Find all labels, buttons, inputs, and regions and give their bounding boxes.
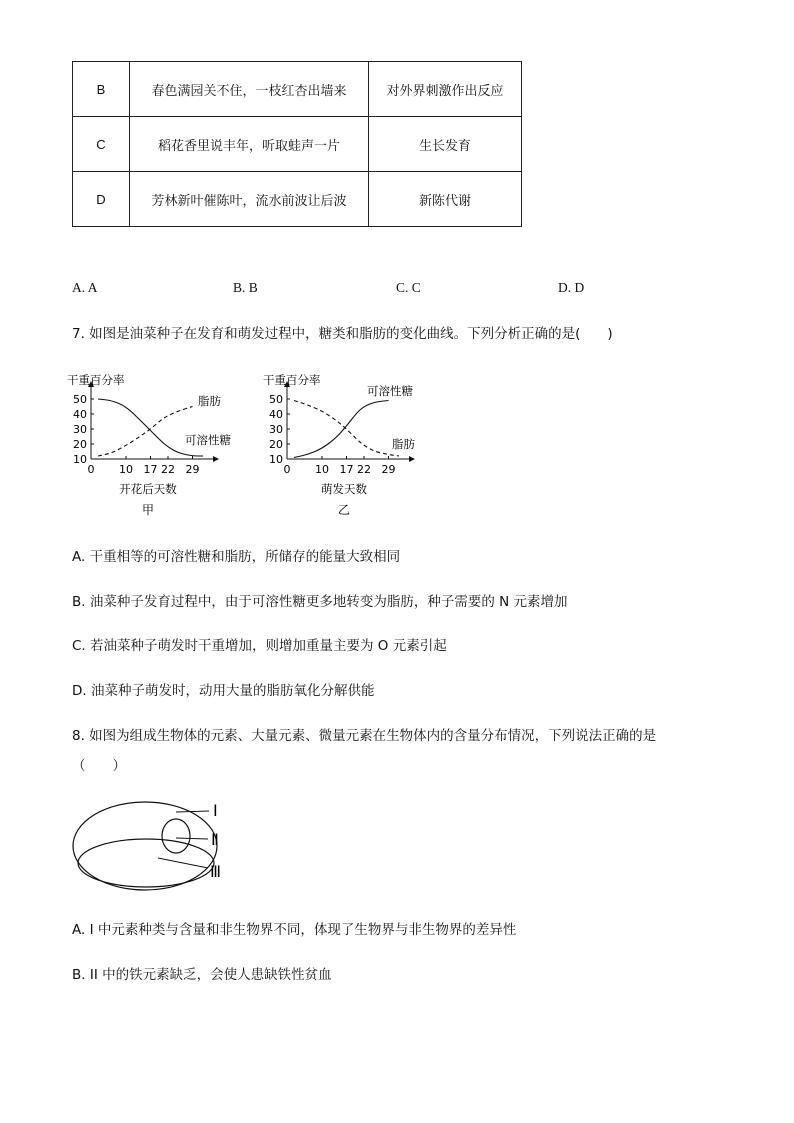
y-tick-label: 50 [269, 393, 283, 406]
q8-stem-line2: （ ） [72, 758, 126, 774]
series-label: 可溶性糖 [367, 384, 413, 398]
q6-option-a: A. A [72, 280, 98, 295]
y-axis-label: 干重百分率 [67, 373, 125, 387]
ellipse-ii [162, 819, 190, 853]
q6-table [72, 61, 522, 227]
series-fat-line [98, 407, 193, 457]
label-i: Ⅰ [213, 803, 218, 820]
panel-title: 乙 [337, 503, 351, 517]
x-axis-label: 萌发天数 [321, 482, 367, 496]
row-trait: 生长发育 [369, 117, 522, 172]
series-label: 脂肪 [198, 394, 221, 408]
x-tick-label: 0 [283, 463, 291, 476]
x-tick-label: 10 [315, 463, 329, 476]
q7-option-b: B. 油菜种子发育过程中，由于可溶性糖更多地转变为脂肪，种子需要的 N 元素增加 [72, 594, 568, 610]
chart-yi [263, 373, 415, 517]
q6-option-b: B. B [233, 280, 258, 295]
y-tick-label: 30 [269, 423, 283, 436]
y-tick-label: 40 [73, 408, 87, 421]
q7-figure [60, 362, 460, 522]
series-sugar-line [294, 401, 389, 458]
x-tick-label: 10 [119, 463, 133, 476]
row-letter: C [73, 117, 130, 172]
series-label: 脂肪 [392, 437, 415, 451]
table-row [73, 172, 522, 227]
q8-stem-line1: 8. 如图为组成生物体的元素、大量元素、微量元素在生物体内的含量分布情况，下列说法正确的是 [72, 728, 657, 744]
ellipse-iii [78, 839, 214, 887]
x-tick-label: 22 [357, 463, 371, 476]
q6-option-d: D. D [558, 280, 585, 295]
leader-i [176, 811, 209, 812]
row-trait: 对外界刺激作出反应 [369, 62, 522, 117]
table-row [73, 62, 522, 117]
q7-option-c: C. 若油菜种子萌发时干重增加，则增加重量主要为 O 元素引起 [72, 638, 447, 654]
x-tick-label: 0 [87, 463, 95, 476]
y-tick-label: 20 [269, 438, 283, 451]
panel-title: 甲 [141, 503, 155, 517]
table-row [73, 117, 522, 172]
q6-option-c: C. C [396, 280, 421, 295]
x-tick-label: 17 [339, 463, 354, 476]
row-letter: B [73, 62, 130, 117]
x-axis-label: 开花后天数 [119, 482, 177, 496]
row-letter: D [73, 172, 130, 227]
row-poem: 芳林新叶催陈叶，流水前波让后波 [130, 172, 369, 227]
q8-venn-diagram [68, 795, 248, 895]
y-tick-label: 10 [269, 453, 283, 466]
row-poem: 稻花香里说丰年，听取蛙声一片 [130, 117, 369, 172]
x-tick-label: 22 [161, 463, 175, 476]
row-trait: 新陈代谢 [369, 172, 522, 227]
x-tick-label: 29 [185, 463, 200, 476]
q7-stem: 7. 如图是油菜种子在发育和萌发过程中，糖类和脂肪的变化曲线。下列分析正确的是( ) [72, 326, 613, 342]
leader-ii [176, 838, 208, 839]
chart-jia [67, 373, 231, 517]
x-tick-label: 17 [143, 463, 158, 476]
x-tick-label: 29 [381, 463, 396, 476]
label-ii: Ⅱ [211, 832, 219, 849]
y-tick-label: 50 [73, 393, 87, 406]
leader-iii [158, 858, 208, 868]
q7-option-a: A. 干重相等的可溶性糖和脂肪，所储存的能量大致相同 [72, 549, 401, 565]
q8-option-a: A. I 中元素种类与含量和非生物界不同，体现了生物界与非生物界的差异性 [72, 922, 517, 938]
y-axis-label: 干重百分率 [263, 373, 321, 387]
series-label: 可溶性糖 [185, 433, 231, 447]
row-poem: 春色满园关不住，一枝红杏出墙来 [130, 62, 369, 117]
label-iii: Ⅲ [210, 864, 222, 881]
y-tick-label: 40 [269, 408, 283, 421]
series-sugar-line [98, 399, 203, 456]
y-tick-label: 30 [73, 423, 87, 436]
series-fat-line [294, 401, 399, 457]
q8-option-b: B. II 中的铁元素缺乏，会使人患缺铁性贫血 [72, 967, 332, 983]
y-tick-label: 10 [73, 453, 87, 466]
q7-option-d: D. 油菜种子萌发时，动用大量的脂肪氧化分解供能 [72, 683, 375, 699]
y-tick-label: 20 [73, 438, 87, 451]
